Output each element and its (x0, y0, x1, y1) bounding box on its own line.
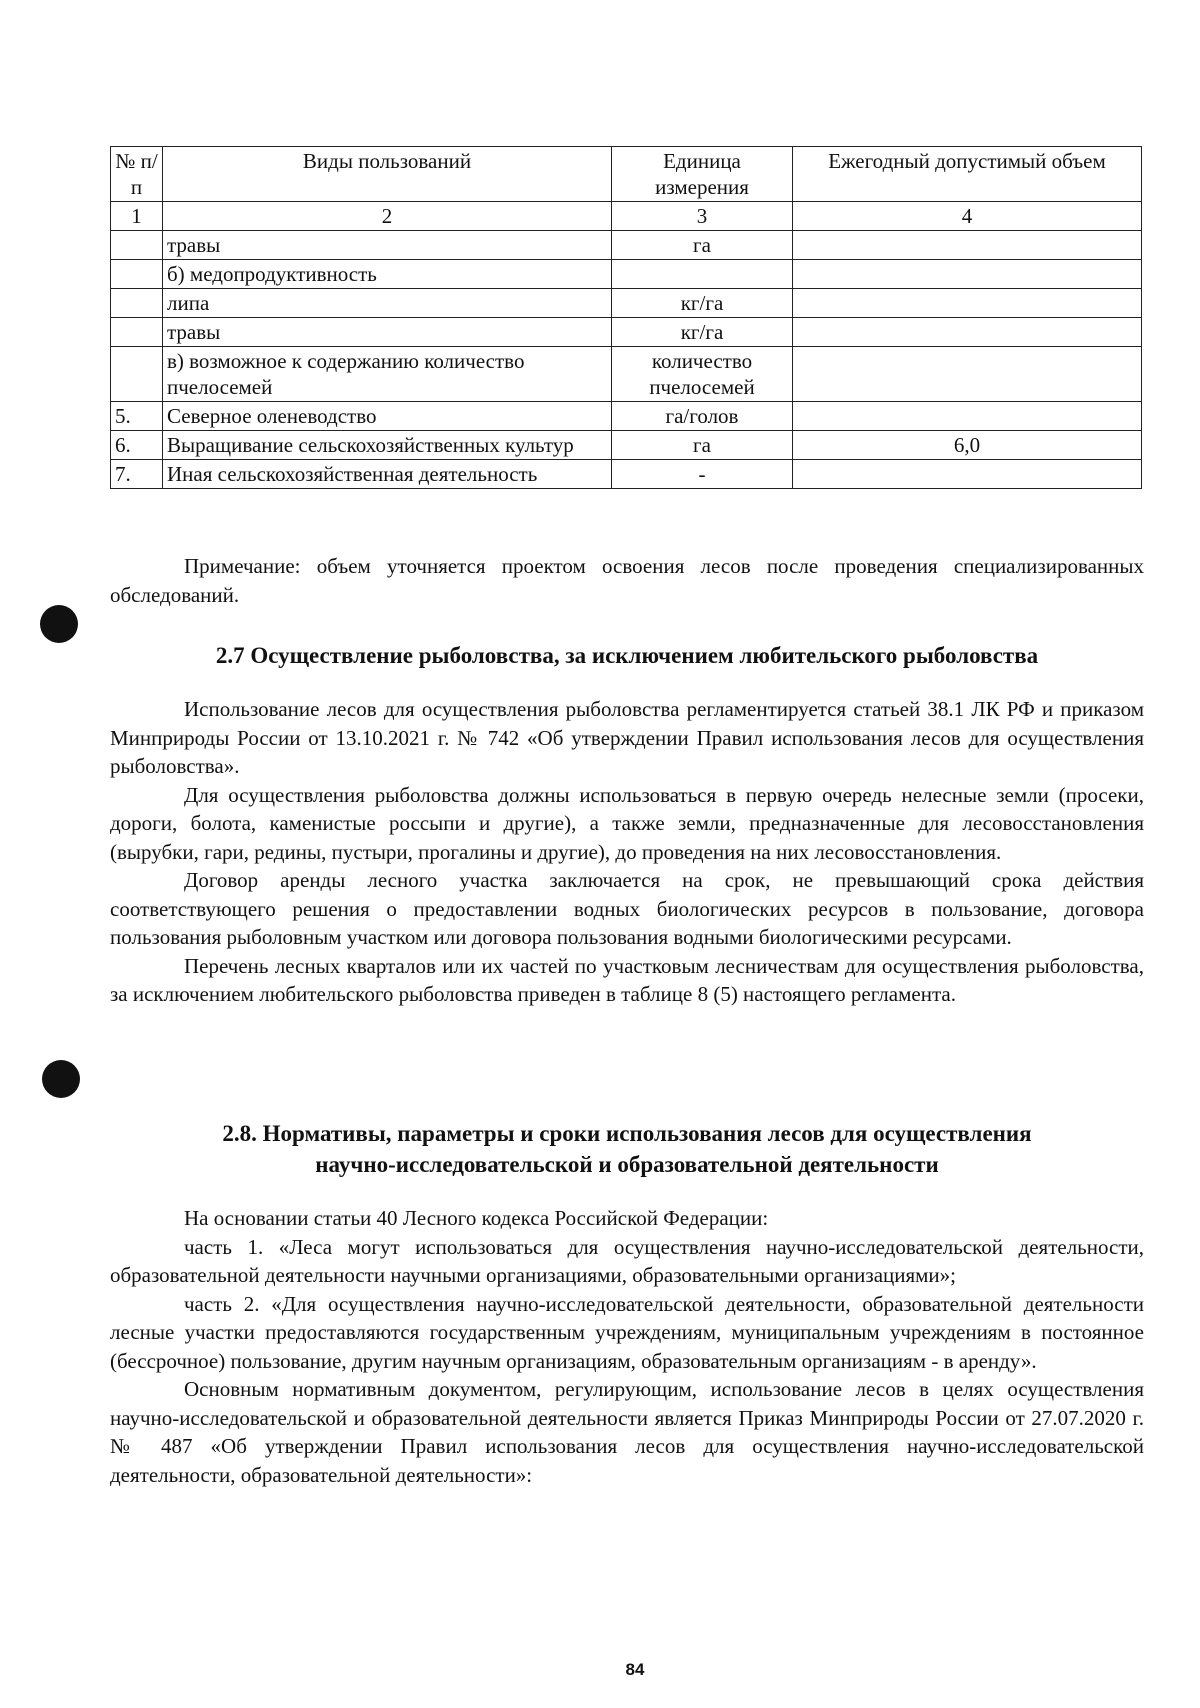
row-name: Северное оленеводство (163, 402, 612, 431)
row-num (111, 318, 163, 347)
paragraph: Перечень лесных кварталов или их частей по участковым лесничествам для осуществления рыболовства, за исключением любительского рыболовства приведен в таблице 8 (5) настоящего регламента. (110, 953, 1144, 1006)
col-number: 2 (163, 202, 612, 231)
section-2-8-body (110, 1204, 1144, 1489)
table-row (111, 431, 1142, 460)
header-unit: Единица измерения (612, 147, 793, 202)
paragraph: Для осуществления рыболовства должны использоваться в первую очередь нелесные земли (просеки, дороги, болота, каменистые россыпи и другие), а также земли, предназначенные для лесовосстановления (вырубки, гари, редины, пустыри, прогалины и другие), до проведения на них лесовосстановления. (110, 782, 1144, 864)
paragraph: часть 2. «Для осуществления научно-исследовательской деятельности, образовательной деятельности лесные участки предоставляются государственным учреждениям, муниципальным учреждениям в постоянное (бессрочное) пользование, другим научным организациям, образовательным организациям - в аренду». (110, 1291, 1144, 1373)
row-name: липа (163, 289, 612, 318)
row-unit: количество пчелосемей (612, 347, 793, 402)
row-volume (793, 260, 1142, 289)
row-num (111, 347, 163, 402)
row-name: б) медопродуктивность (163, 260, 612, 289)
row-num (111, 260, 163, 289)
row-unit (612, 260, 793, 289)
row-volume: 6,0 (793, 431, 1142, 460)
table-row (111, 289, 1142, 318)
row-num: 7. (111, 460, 163, 489)
row-volume (793, 347, 1142, 402)
paragraph: Договор аренды лесного участка заключается на срок, не превышающий срока действия соответствующего решения о предоставлении водных биологических ресурсов в пользование, договора пользования рыболовным участком или договора пользования водными биологическими ресурсами. (110, 868, 1144, 949)
col-number: 4 (793, 202, 1142, 231)
row-unit: га (612, 231, 793, 260)
row-volume (793, 402, 1142, 431)
row-name: травы (163, 318, 612, 347)
paragraph: часть 1. «Леса могут использоваться для осуществления научно-исследовательской деятельности, образовательной деятельности научными организациями, образовательными организациями»; (110, 1234, 1144, 1287)
row-name: травы (163, 231, 612, 260)
page-number: 84 (625, 1660, 645, 1679)
table-row (111, 460, 1142, 489)
section-2-7-body (110, 695, 1144, 1009)
row-name: Выращивание сельскохозяйственных культур (163, 431, 612, 460)
header-name: Виды пользований (163, 147, 612, 202)
header-volume: Ежегодный допустимый объем (793, 147, 1142, 202)
table-row (111, 402, 1142, 431)
column-number-row (111, 202, 1142, 231)
row-num (111, 289, 163, 318)
forest-use-table (110, 146, 1142, 489)
row-name: Иная сельскохозяйственная деятельность (163, 460, 612, 489)
heading-line: научно-исследовательской и образовательной деятельности (315, 1152, 939, 1177)
row-num: 6. (111, 431, 163, 460)
row-unit: кг/га (612, 289, 793, 318)
row-volume (793, 231, 1142, 260)
row-unit: - (612, 460, 793, 489)
note-text: Примечание: объем уточняется проектом освоения лесов после проведения специализированных обследований. (110, 554, 1144, 607)
punch-hole (42, 1060, 80, 1098)
paragraph: На основании статьи 40 Лесного кодекса Российской Федерации: (184, 1206, 769, 1230)
section-2-7-heading: 2.7 Осуществление рыболовства, за исключением любительского рыболовства (215, 643, 1039, 668)
table-row (111, 260, 1142, 289)
row-name: в) возможное к содержанию количество пчелосемей (163, 347, 612, 402)
row-volume (793, 289, 1142, 318)
table-row (111, 318, 1142, 347)
col-number: 3 (612, 202, 793, 231)
section-2-8-heading (110, 1118, 1144, 1180)
col-number: 1 (111, 202, 163, 231)
row-num (111, 231, 163, 260)
header-num: № п/п (111, 147, 163, 202)
punch-hole (40, 605, 78, 643)
row-unit: кг/га (612, 318, 793, 347)
heading-line: 2.8. Нормативы, параметры и сроки использования лесов для осуществления (222, 1121, 1032, 1146)
row-volume (793, 318, 1142, 347)
table-note (110, 552, 1144, 609)
row-unit: га/голов (612, 402, 793, 431)
row-volume (793, 460, 1142, 489)
paragraph: Основным нормативным документом, регулирующим, использование лесов в целях осуществления научно-исследовательской и образовательной деятельности является Приказ Минприроды России от 27.07.2020 г. № 487 «Об утверждении Правил использования лесов для осуществления научно-исследовательской деятельности, образовательной деятельности»: (110, 1377, 1144, 1487)
row-num: 5. (111, 402, 163, 431)
table-row (111, 231, 1142, 260)
table-header-row (111, 147, 1142, 202)
row-unit: га (612, 431, 793, 460)
table-row (111, 347, 1142, 402)
paragraph: Использование лесов для осуществления рыболовства регламентируется статьей 38.1 ЛК РФ и приказом Минприроды России от 13.10.2021 г. № 742 «Об утверждении Правил использования лесов для осуществления рыболовства». (110, 697, 1144, 778)
